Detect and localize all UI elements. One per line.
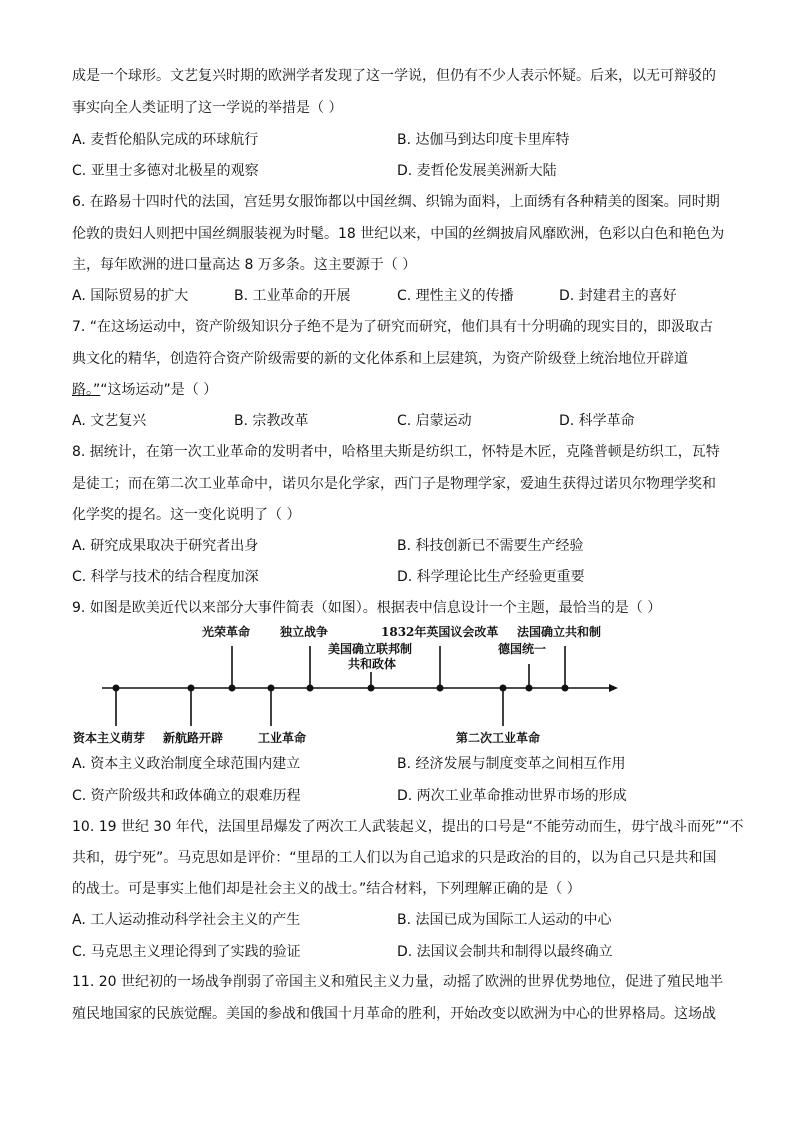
label-second-industrial-revolution: 第二次工业革命 <box>456 731 541 745</box>
q10-option-b[interactable]: B. 法国已成为国际工人运动的中心 <box>397 912 612 928</box>
dot-new-sea-routes <box>188 685 195 692</box>
timeline-arrow-icon <box>609 684 618 692</box>
q6-stem-line3: 主，每年欧洲的进口量高达 8 万多条。这主要源于（ ） <box>72 257 417 273</box>
label-france-republic: 法国确立共和制 <box>517 625 602 639</box>
q7-question-text: “这场运动”是（ ） <box>100 382 218 398</box>
label-german-unification: 德国统一 <box>498 642 547 656</box>
q10-stem-line3: 的战士。可是事实上他们却是社会主义的战士。”结合材料，下列理解正确的是（ ） <box>72 881 581 897</box>
q8-stem-line1: 8. 据统计，在第一次工业革命的发明者中，哈格里夫斯是纺织工，怀特是木匠，克隆普顿是纺织工，瓦特 <box>72 444 720 460</box>
dot-france-republic <box>562 685 569 692</box>
dot-glorious-revolution <box>229 685 236 692</box>
q7-stem-line2: 典文化的精华，创造符合资产阶级需要的新的文化体系和上层建筑，为资产阶级登上统治地位开辟道 <box>72 351 688 367</box>
label-war-of-independence: 独立战争 <box>280 625 329 639</box>
q8-stem-line3: 化学奖的提名。这一变化说明了（ ） <box>72 507 301 523</box>
q7-option-c[interactable]: C. 启蒙运动 <box>397 413 472 429</box>
q6-stem-line1: 6. 在路易十四时代的法国，宫廷男女服饰都以中国丝绸、织锦为面料，上面绣有各种精美的图案。同时期 <box>72 194 720 210</box>
q10-stem-line1: 10. 19 世纪 30 年代，法国里昂爆发了两次工人武装起义，提出的口号是“不能劳动而生，毋宁战斗而死”“不 <box>72 819 744 835</box>
label-glorious-revolution: 光荣革命 <box>202 625 251 639</box>
q9-option-c[interactable]: C. 资产阶级共和政体确立的艰难历程 <box>72 788 301 804</box>
label-capitalism-sprouts: 资本主义萌芽 <box>73 731 146 745</box>
dot-1832-reform <box>437 685 444 692</box>
label-industrial-revolution: 工业革命 <box>258 731 307 745</box>
label-republic-polity: 共和政体 <box>348 657 397 671</box>
dot-industrial-revolution <box>268 685 275 692</box>
q8-option-a[interactable]: A. 研究成果取决于研究者出身 <box>72 538 259 554</box>
q8-option-c[interactable]: C. 科学与技术的结合程度加深 <box>72 569 259 585</box>
q10-option-d[interactable]: D. 法国议会制共和制得以最终确立 <box>397 944 613 960</box>
q9-option-a[interactable]: A. 资本主义政治制度全球范围内建立 <box>72 756 301 772</box>
q7-option-d[interactable]: D. 科学革命 <box>559 413 635 429</box>
q10-option-c[interactable]: C. 马克思主义理论得到了实践的验证 <box>72 944 301 960</box>
q7-stem-line1: 7. “在这场运动中，资产阶级知识分子绝不是为了研究而研究，他们具有十分明确的现实目的，即汲取古 <box>72 319 714 335</box>
q10-option-a[interactable]: A. 工人运动推动科学社会主义的产生 <box>72 912 301 928</box>
q9-option-b[interactable]: B. 经济发展与制度变革之间相互作用 <box>397 756 626 772</box>
q5-stem-line1: 成是一个球形。文艺复兴时期的欧洲学者发现了这一学说，但仍有不少人表示怀疑。后来，以无可辩驳的 <box>72 68 716 84</box>
q5-option-c[interactable]: C. 亚里士多德对北极星的观察 <box>72 163 259 179</box>
q8-stem-line2: 是徒工；而在第二次工业革命中，诺贝尔是化学家，西门子是物理学家，爱迪生获得过诺贝尔物理学奖和 <box>72 476 716 492</box>
q6-option-a[interactable]: A. 国际贸易的扩大 <box>72 288 189 304</box>
label-1832-reform: 1832年英国议会改革 <box>381 625 499 639</box>
q5-option-a[interactable]: A. 麦哲伦船队完成的环球航行 <box>72 132 259 148</box>
q5-option-b[interactable]: B. 达伽马到达印度卡里库特 <box>397 132 570 148</box>
q5-option-d[interactable]: D. 麦哲伦发展美洲新大陆 <box>397 163 557 179</box>
dot-capitalism-sprouts <box>113 685 120 692</box>
dot-second-industrial-revolution <box>500 685 507 692</box>
dot-us-federal-system <box>368 685 375 692</box>
label-new-sea-routes: 新航路开辟 <box>163 731 224 745</box>
dot-german-unification <box>526 685 533 692</box>
q7-option-b[interactable]: B. 宗教改革 <box>234 413 309 429</box>
q6-stem-line2: 伦敦的贵妇人则把中国丝绸服装视为时髦。18 世纪以来，中国的丝绸披肩风靡欧洲，色彩以白色和艳色为 <box>72 226 725 242</box>
q10-stem-line2: 共和，毋宁死”。马克思如是评价：“里昂的工人们以为自己追求的只是政治的目的，以为自己只是共和国 <box>72 850 717 866</box>
q9-option-d[interactable]: D. 两次工业革命推动世界市场的形成 <box>397 788 627 804</box>
q9-stem-line1: 9. 如图是欧美近代以来部分大事件简表（如图）。根据表中信息设计一个主题，最恰当的是（ ） <box>72 600 662 616</box>
q11-stem-line2: 殖民地国家的民族觉醒。美国的参战和俄国十月革命的胜利，开始改变以欧洲为中心的世界格局。这场战 <box>72 1006 716 1022</box>
q7-underlined-text: 路。” <box>72 382 101 398</box>
q6-option-c[interactable]: C. 理性主义的传播 <box>397 288 514 304</box>
q8-option-d[interactable]: D. 科学理论比生产经验更重要 <box>397 569 585 585</box>
dot-war-of-independence <box>307 685 314 692</box>
q6-option-d[interactable]: D. 封建君主的喜好 <box>559 288 677 304</box>
q5-stem-line2: 事实向全人类证明了这一学说的举措是（ ） <box>72 100 343 116</box>
q11-stem-line1: 11. 20 世纪初的一场战争削弱了帝国主义和殖民主义力量，动摇了欧洲的世界优势地位，促进了殖民地半 <box>72 974 723 990</box>
q8-option-b[interactable]: B. 科技创新已不需要生产经验 <box>397 538 584 554</box>
q6-option-b[interactable]: B. 工业革命的开展 <box>234 288 351 304</box>
label-us-federal-system: 美国确立联邦制 <box>328 642 413 656</box>
q7-option-a[interactable]: A. 文艺复兴 <box>72 413 147 429</box>
